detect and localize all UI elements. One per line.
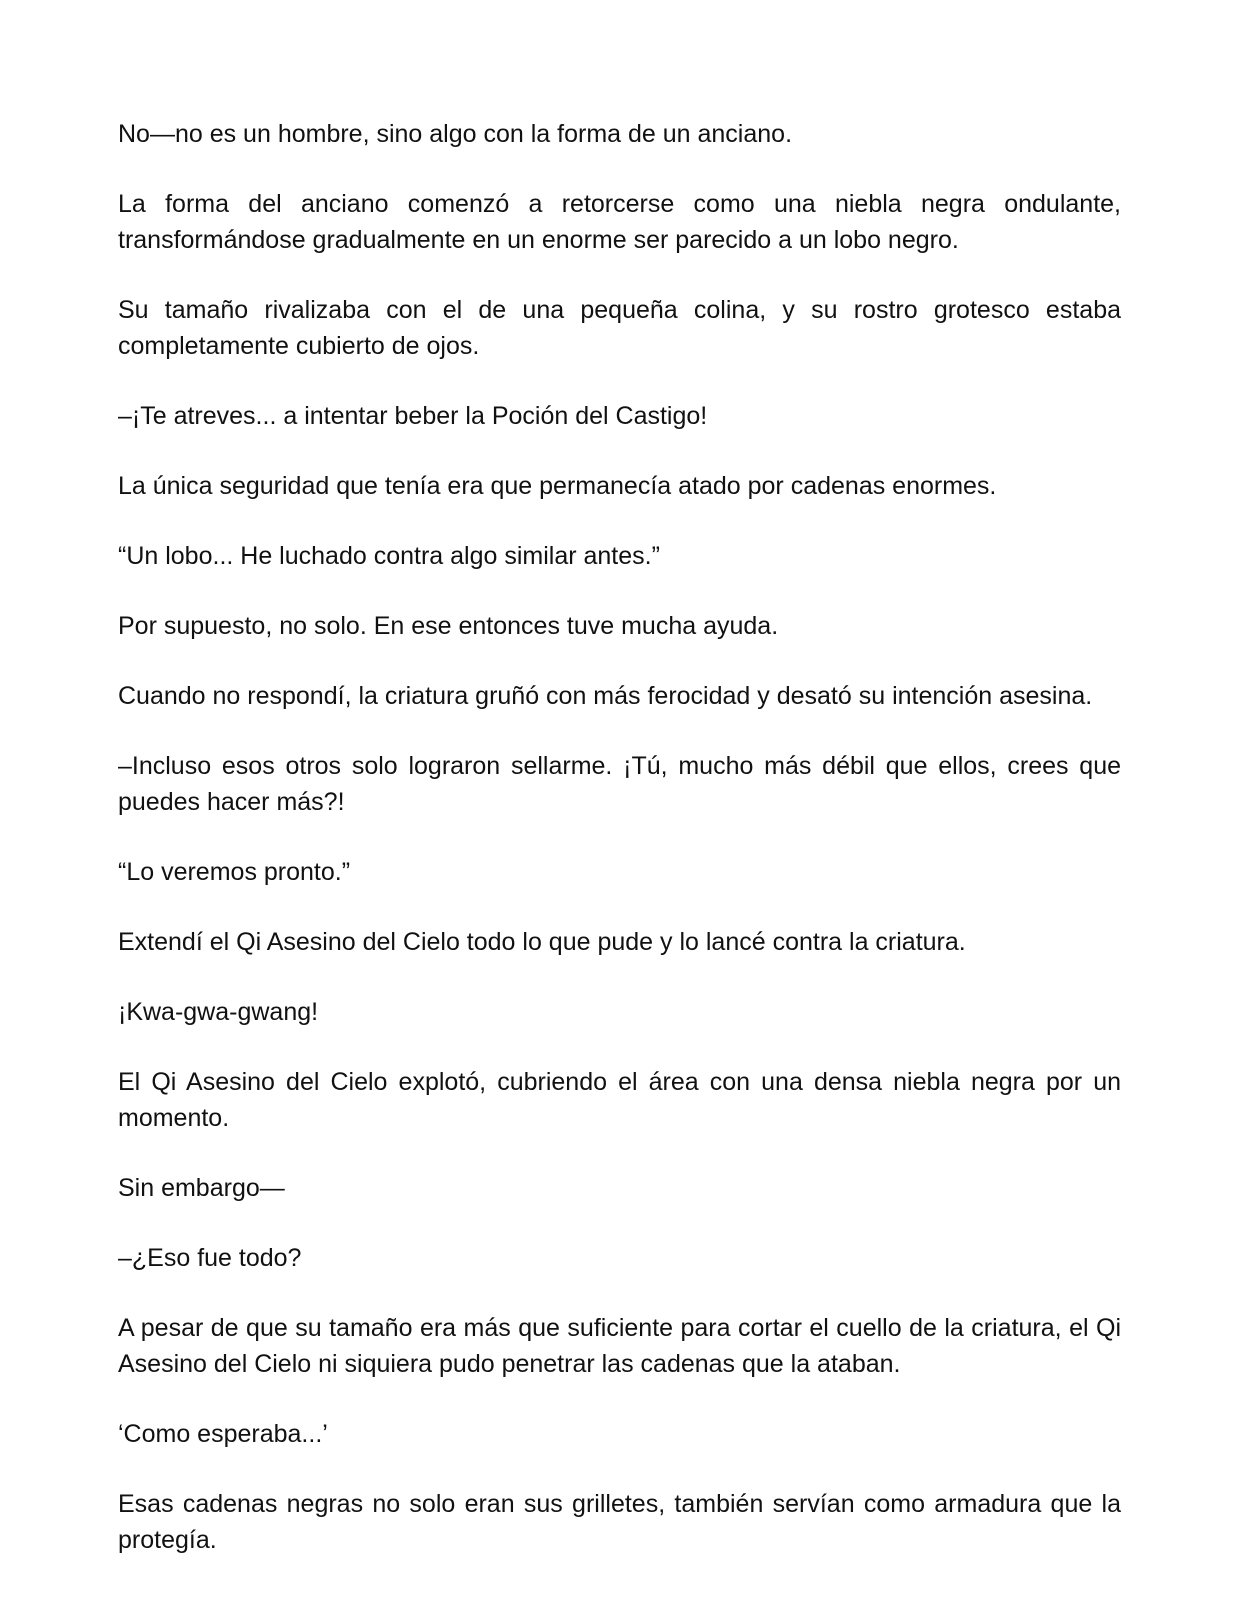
paragraph: La forma del anciano comenzó a retorcerse como una niebla negra ondulante, transformándose gradualmente en un enorme ser parecido a un lobo negro. — [118, 190, 1121, 254]
paragraph: “Lo veremos pronto.” — [118, 858, 351, 886]
paragraph: Esas cadenas negras no solo eran sus grilletes, también servían como armadura que la protegía. — [118, 1490, 1121, 1554]
paragraph: ¡Kwa-gwa-gwang! — [118, 998, 319, 1026]
paragraph: ‘Como esperaba...’ — [118, 1420, 328, 1448]
paragraph: Extendí el Qi Asesino del Cielo todo lo que pude y lo lancé contra la criatura. — [118, 928, 966, 956]
paragraph: Sin embargo— — [118, 1174, 285, 1202]
paragraph: Por supuesto, no solo. En ese entonces tuve mucha ayuda. — [118, 612, 779, 640]
paragraph: El Qi Asesino del Cielo explotó, cubriendo el área con una densa niebla negra por un momento. — [118, 1068, 1121, 1132]
paragraph: A pesar de que su tamaño era más que suficiente para cortar el cuello de la criatura, el Qi Asesino del Cielo ni siquiera pudo penetrar las cadenas que la ataban. — [118, 1314, 1121, 1378]
paragraph: –Incluso esos otros solo lograron sellarme. ¡Tú, mucho más débil que ellos, crees que puedes hacer más?! — [118, 752, 1121, 816]
paragraph: –¿Eso fue todo? — [118, 1244, 302, 1272]
document-body — [118, 116, 1121, 1558]
paragraph: Su tamaño rivalizaba con el de una pequeña colina, y su rostro grotesco estaba completamente cubierto de ojos. — [118, 296, 1121, 360]
paragraph: “Un lobo... He luchado contra algo similar antes.” — [118, 542, 660, 570]
paragraph: –¡Te atreves... a intentar beber la Poción del Castigo! — [118, 402, 708, 430]
paragraph: La única seguridad que tenía era que permanecía atado por cadenas enormes. — [118, 472, 997, 500]
paragraph: Cuando no respondí, la criatura gruñó con más ferocidad y desató su intención asesina. — [118, 682, 1093, 710]
paragraph: No—no es un hombre, sino algo con la forma de un anciano. — [118, 120, 793, 148]
